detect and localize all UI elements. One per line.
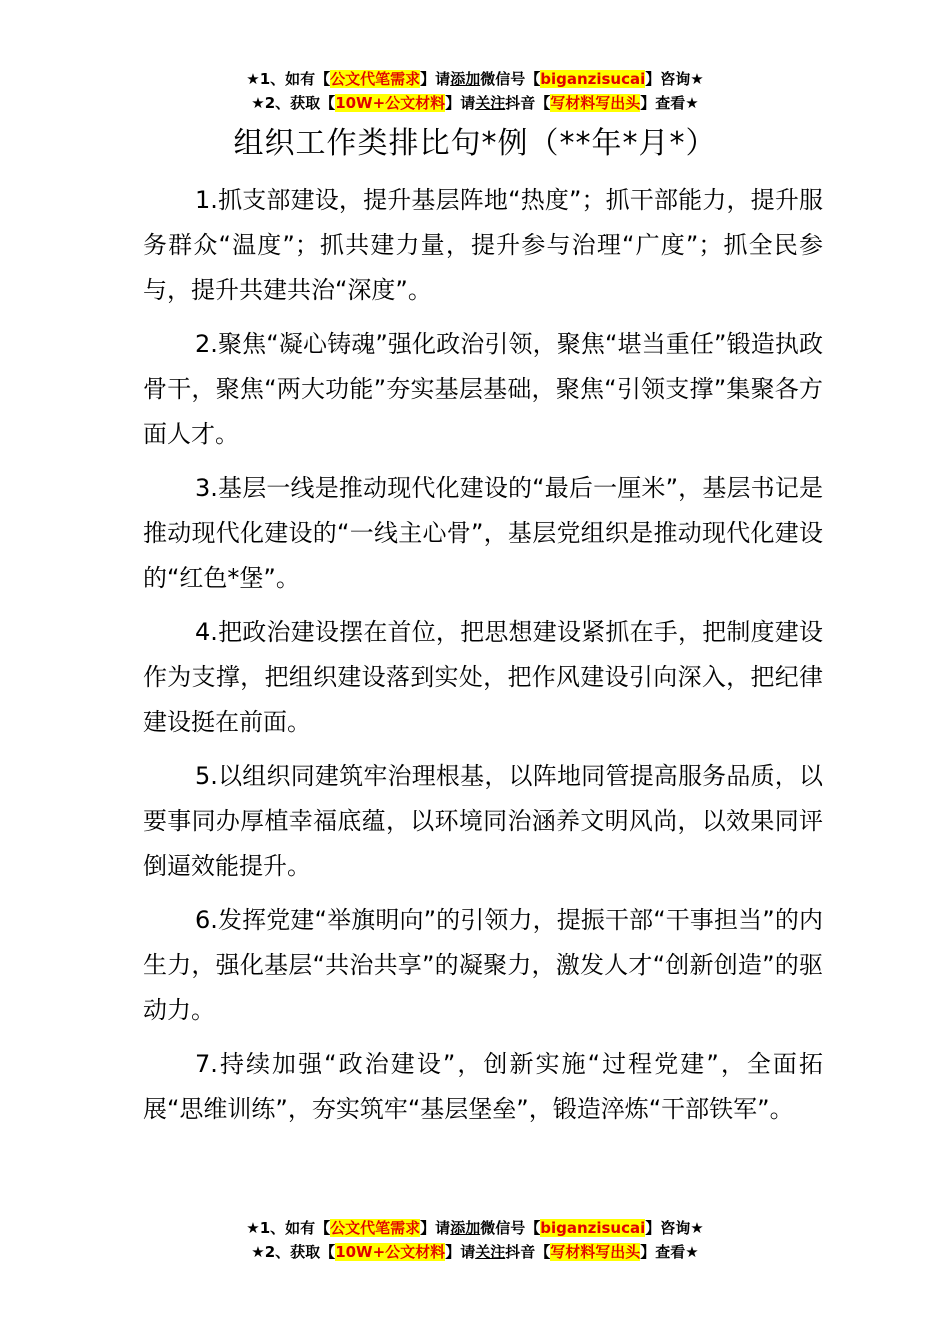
paragraph-5: 5.以组织同建筑牢治理根基，以阵地同管提高服务品质，以要事同办厚植幸福底蕴，以环境同治涵养文明风尚，以效果同评倒逼效能提升。 <box>143 762 823 880</box>
paragraph-4: 4.把政治建设摆在首位，把思想建设紧抓在手，把制度建设作为支撑，把组织建设落到实处，把作风建设引向深入，把纪律建设挺在前面。 <box>143 618 823 736</box>
banner-text: 】查看★ <box>640 1243 699 1261</box>
add-word: 添加 <box>450 70 481 88</box>
banner-text: ★2、获取【 <box>251 94 336 112</box>
paragraph-2: 2.聚焦“凝心铸魂”强化政治引领，聚焦“堪当重任”锻造执政骨干，聚焦“两大功能”夯实基层基础，聚焦“引领支撑”集聚各方面人才。 <box>143 330 823 448</box>
banner-line-1 <box>0 67 950 91</box>
banner-text: 】请 <box>420 70 451 88</box>
banner-text: 】咨询★ <box>645 70 704 88</box>
wechat-id: biganzisucai <box>540 70 646 88</box>
banner-text: 】请 <box>420 1219 451 1237</box>
douyin-account: 写材料写出头 <box>550 94 641 112</box>
footer-banner <box>0 1216 950 1264</box>
banner-text: 】请 <box>445 1243 476 1261</box>
wechat-id: biganzisucai <box>540 1219 646 1237</box>
header-banner <box>0 67 950 115</box>
banner-text: 】咨询★ <box>645 1219 704 1237</box>
paragraph-6: 6.发挥党建“举旗明向”的引领力，提振干部“干事担当”的内生力，强化基层“共治共享”的凝聚力，激发人才“创新创造”的驱动力。 <box>143 906 823 1024</box>
banner-line-2 <box>0 1240 950 1264</box>
banner-text: ★1、如有【 <box>246 70 331 88</box>
banner-text: 抖音【 <box>505 94 551 112</box>
banner-text: 抖音【 <box>505 1243 551 1261</box>
document-title: 组织工作类排比句*例（**年*月*） <box>233 126 717 161</box>
highlight-service: 公文代笔需求 <box>330 70 421 88</box>
highlight-material: 10W+公文材料 <box>335 1243 446 1261</box>
douyin-account: 写材料写出头 <box>550 1243 641 1261</box>
banner-text: 微信号【 <box>480 1219 541 1237</box>
banner-line-1 <box>0 1216 950 1240</box>
banner-text: ★1、如有【 <box>246 1219 331 1237</box>
paragraph-1: 1.抓支部建设，提升基层阵地“热度”；抓干部能力，提升服务群众“温度”；抓共建力量，提升参与治理“广度”；抓全民参与，提升共建共治“深度”。 <box>143 186 823 304</box>
follow-word: 关注 <box>475 1243 506 1261</box>
document-body <box>143 178 823 1141</box>
banner-line-2 <box>0 91 950 115</box>
paragraph-3: 3.基层一线是推动现代化建设的“最后一厘米”，基层书记是推动现代化建设的“一线主心骨”，基层党组织是推动现代化建设的“红色*堡”。 <box>143 474 823 592</box>
highlight-material: 10W+公文材料 <box>335 94 446 112</box>
banner-text: 微信号【 <box>480 70 541 88</box>
add-word: 添加 <box>450 1219 481 1237</box>
highlight-service: 公文代笔需求 <box>330 1219 421 1237</box>
banner-text: 】请 <box>445 94 476 112</box>
banner-text: 】查看★ <box>640 94 699 112</box>
follow-word: 关注 <box>475 94 506 112</box>
paragraph-7: 7.持续加强“政治建设”，创新实施“过程党建”，全面拓展“思维训练”，夯实筑牢“基层堡垒”，锻造淬炼“干部铁军”。 <box>143 1050 823 1123</box>
banner-text: ★2、获取【 <box>251 1243 336 1261</box>
